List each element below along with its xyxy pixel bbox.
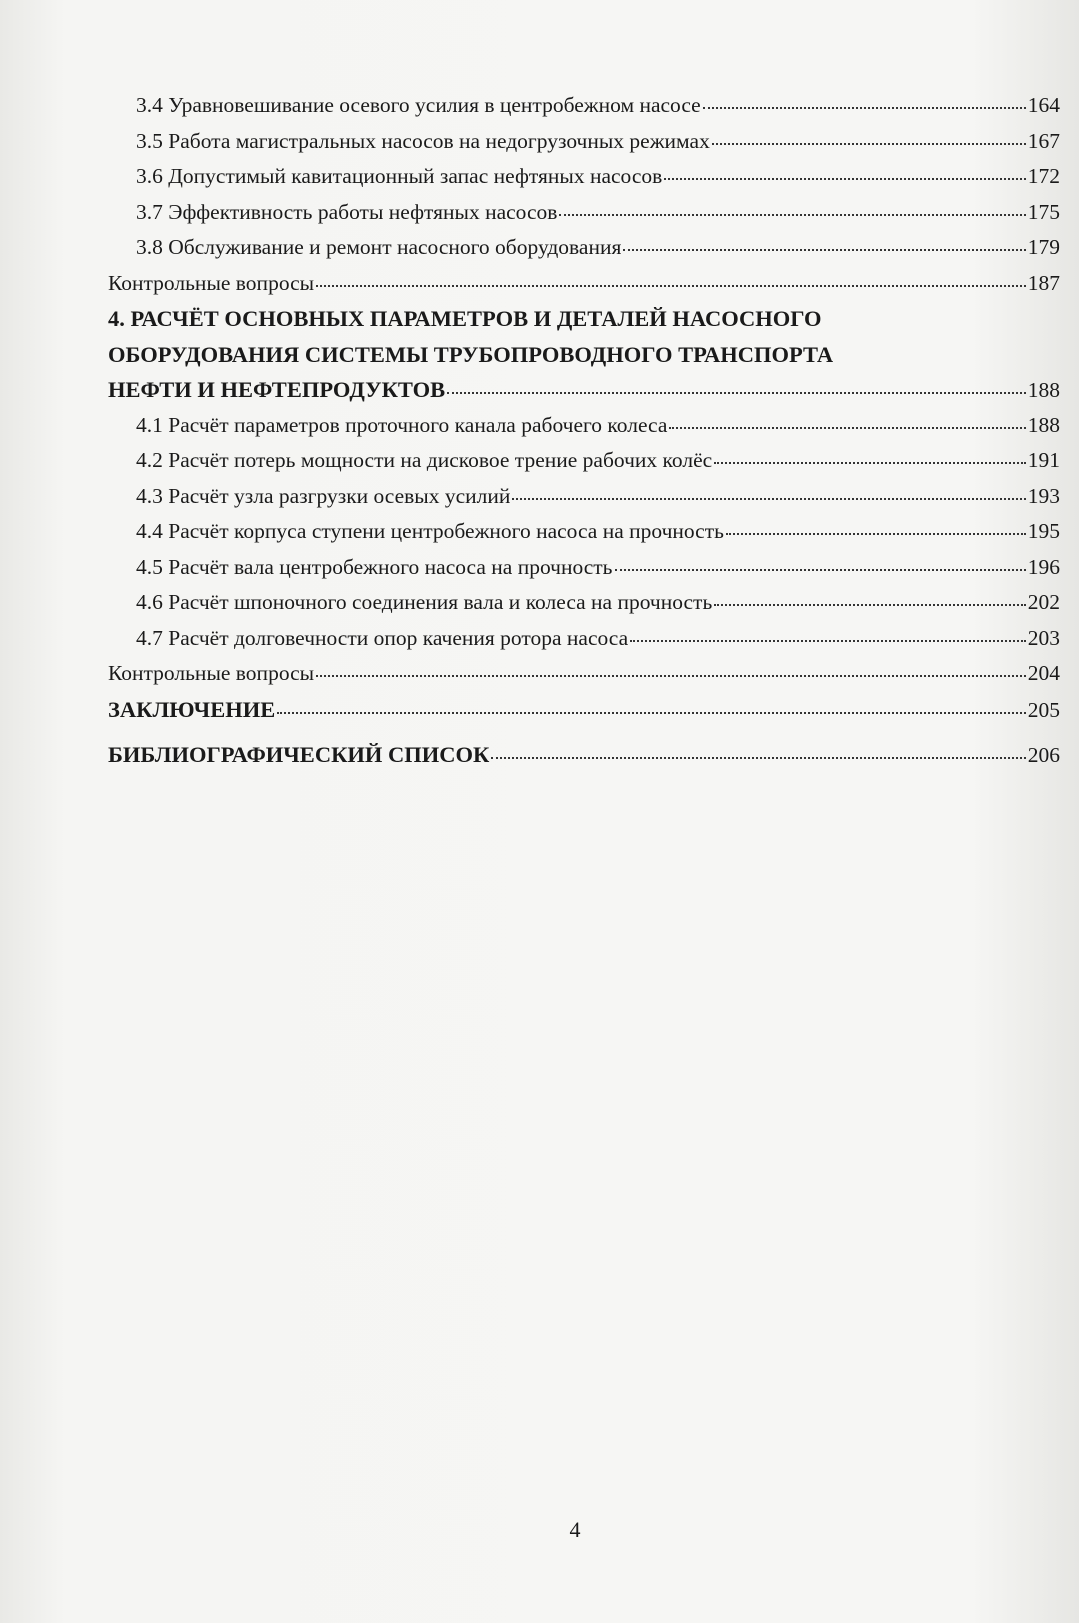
entry-title: 3.8 Обслуживание и ремонт насосного оборудования (136, 235, 622, 259)
page-number: 195 (1027, 519, 1060, 543)
page-number: 204 (1027, 661, 1060, 685)
entry-title: 3.7 Эффективность работы нефтяных насосов (136, 199, 558, 224)
entry-title: 3.5 Работа магистральных насосов на недогрузочных режимах (136, 128, 710, 153)
dot-leader (447, 391, 1026, 394)
page-number: 188 (1027, 412, 1060, 437)
dot-leader (664, 177, 1025, 180)
dot-leader (316, 674, 1026, 677)
entry-title: 3.6 Допустимый кавитационный запас нефтяных насосов (136, 164, 663, 188)
toc-entry (108, 88, 1060, 124)
toc-entry (108, 550, 1060, 586)
dot-leader (714, 461, 1026, 464)
dot-leader (615, 568, 1026, 571)
dot-leader (669, 426, 1025, 429)
chapter-title-text: НЕФТИ И НЕФТЕПРОДУКТОВ (108, 377, 446, 402)
page-number: 175 (1027, 199, 1060, 224)
entry-title: 4.5 Расчёт вала центробежного насоса на прочность (136, 554, 613, 579)
page-number: 167 (1027, 128, 1060, 153)
dot-leader (703, 106, 1026, 109)
toc-entry-conclusion (108, 692, 1060, 728)
entry-title: Контрольные вопросы (108, 270, 315, 295)
chapter-title-line-3 (108, 372, 1060, 408)
page-number: 188 (1027, 378, 1060, 402)
dot-leader (714, 603, 1025, 606)
entry-title: 4.4 Расчёт корпуса ступени центробежного насоса на прочность (136, 519, 724, 543)
toc-entry (108, 479, 1060, 515)
page-number: 196 (1027, 554, 1060, 579)
table-of-contents (108, 88, 1060, 773)
page-number: 203 (1027, 625, 1060, 650)
page-folio: 4 (569, 1517, 581, 1542)
toc-entry (108, 408, 1060, 444)
entry-title: 4.1 Расчёт параметров проточного канала рабочего колеса (136, 412, 668, 437)
entry-title: 4.6 Расчёт шпоночного соединения вала и колеса на прочность (136, 590, 713, 614)
entry-title: Контрольные вопросы (108, 661, 315, 685)
entry-title: ЗАКЛЮЧЕНИЕ (108, 696, 276, 722)
toc-entry (108, 159, 1060, 195)
dot-leader (623, 248, 1025, 251)
page-number: 172 (1027, 164, 1060, 188)
dot-leader (491, 756, 1025, 759)
entry-title: 4.2 Расчёт потерь мощности на дисковое трение рабочих колёс (136, 448, 713, 472)
toc-entry-bibliography (108, 737, 1060, 773)
page-number: 205 (1027, 697, 1060, 722)
toc-entry (108, 443, 1060, 479)
toc-chapter-4 (108, 301, 1060, 408)
dot-leader (316, 284, 1026, 287)
dot-leader (630, 639, 1026, 642)
chapter-title-line-1: 4. РАСЧЁТ ОСНОВНЫХ ПАРАМЕТРОВ И ДЕТАЛЕЙ НАСОСНОГО (108, 306, 822, 331)
page-number: 179 (1027, 235, 1060, 259)
dot-leader (512, 497, 1025, 500)
entry-title: 4.7 Расчёт долговечности опор качения ротора насоса (136, 625, 629, 650)
toc-entry (108, 230, 1060, 266)
dot-leader (559, 213, 1025, 216)
toc-entry (108, 585, 1060, 621)
entry-title: 4.3 Расчёт узла разгрузки осевых усилий (136, 483, 511, 508)
entry-title: 3.4 Уравновешивание осевого усилия в центробежном насосе (136, 93, 701, 117)
dot-leader (712, 142, 1026, 145)
toc-entry (108, 621, 1060, 657)
page-number: 193 (1027, 483, 1060, 508)
page-number: 206 (1027, 743, 1060, 767)
page-number: 164 (1027, 93, 1060, 117)
toc-entry (108, 195, 1060, 231)
toc-entry (108, 124, 1060, 160)
toc-section-chapter3 (108, 88, 1060, 301)
page-number: 191 (1027, 448, 1060, 472)
toc-entry (108, 656, 1060, 692)
dot-leader (726, 532, 1026, 535)
toc-entry (108, 514, 1060, 550)
page-number: 202 (1027, 590, 1060, 614)
entry-title: БИБЛИОГРАФИЧЕСКИЙ СПИСОК (108, 742, 490, 767)
chapter-title-line-2: ОБОРУДОВАНИЯ СИСТЕМЫ ТРУБОПРОВОДНОГО ТРАНСПОРТА (108, 341, 834, 367)
toc-section-chapter4 (108, 408, 1060, 692)
page-number: 187 (1027, 270, 1060, 295)
toc-entry (108, 266, 1060, 302)
dot-leader (277, 711, 1026, 714)
